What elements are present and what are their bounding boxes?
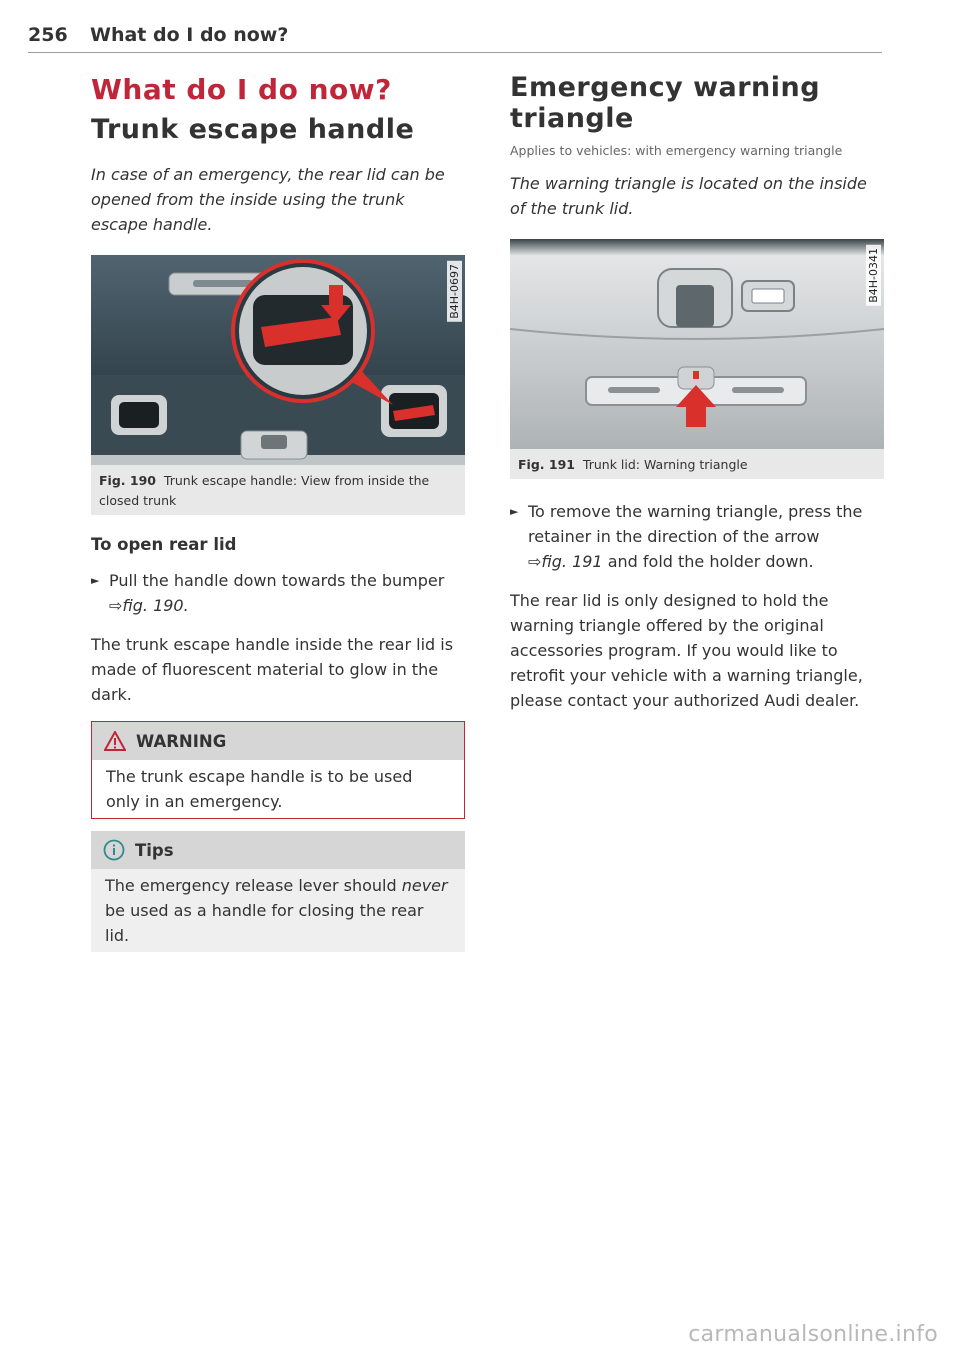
tips-body-end: be used as a handle for closing the rear lid. xyxy=(105,901,424,945)
right-column xyxy=(510,72,884,713)
section-title-warning-triangle: Emergency warning triangle xyxy=(510,72,821,134)
warning-triangle-holder-illustration xyxy=(510,239,884,449)
warning-box xyxy=(91,721,465,819)
tips-body-start: The emergency release lever should xyxy=(105,876,397,895)
applies-note: Applies to vehicles: with emergency warning triangle xyxy=(510,143,843,158)
figure-190-caption xyxy=(91,465,465,515)
triangle-bullet-icon: ► xyxy=(510,505,519,518)
intro-text: In case of an emergency, the rear lid can be opened from the inside using the trunk escape handle. xyxy=(91,165,445,234)
tips-header xyxy=(91,831,465,869)
figure-191-label: Fig. 191 xyxy=(518,457,575,472)
tips-title: Tips xyxy=(135,840,174,860)
instruction-bullet-triangle xyxy=(510,499,884,574)
figure-190-code: B4H-0697 xyxy=(447,261,462,322)
tips-box xyxy=(91,831,465,952)
trunk-escape-handle-illustration xyxy=(91,255,465,465)
instruction-bullet xyxy=(91,568,465,618)
figure-191-code: B4H-0341 xyxy=(866,245,881,306)
figure-191-link[interactable]: ⇨fig. 191 xyxy=(528,552,603,571)
warning-header xyxy=(92,722,464,760)
figure-190 xyxy=(91,255,465,515)
info-circle-icon xyxy=(103,839,125,861)
figure-191-caption xyxy=(510,449,884,479)
watermark: carmanualsonline.info xyxy=(688,1322,938,1347)
left-column xyxy=(91,72,465,952)
bullet-after-text: and fold the holder down. xyxy=(607,552,814,571)
subheading-open-rear-lid: To open rear lid xyxy=(91,535,237,554)
figure-190-link[interactable]: ⇨fig. 190. xyxy=(109,596,189,615)
warning-title: WARNING xyxy=(136,731,227,751)
chapter-title: What do I do now? xyxy=(91,73,392,106)
figure-191 xyxy=(510,239,884,479)
figure-190-caption-text: Trunk escape handle: View from inside the closed trunk xyxy=(99,473,430,508)
running-title: What do I do now? xyxy=(90,24,289,46)
figure-190-label: Fig. 190 xyxy=(99,473,156,488)
bullet-text: Pull the handle down towards the bumper xyxy=(109,571,445,590)
page-number: 256 xyxy=(28,24,68,46)
figure-191-caption-text: Trunk lid: Warning triangle xyxy=(582,457,748,472)
figure-190-image xyxy=(91,255,465,465)
paragraph-retrofit: The rear lid is only designed to hold the warning triangle offered by the original accessories program. If you would like to retrofit your vehicle with a warning triangle, please contact your authorized Audi dealer. xyxy=(510,591,863,710)
tips-body xyxy=(91,869,465,952)
tips-body-emphasis: never xyxy=(401,876,448,895)
section-title-trunk-escape: Trunk escape handle xyxy=(91,114,415,145)
paragraph-fluorescent: The trunk escape handle inside the rear lid is made of fluorescent material to glow in the dark. xyxy=(91,635,454,704)
bullet-text-triangle: To remove the warning triangle, press the retainer in the direction of the arrow xyxy=(528,502,863,546)
warning-triangle-icon xyxy=(104,731,126,751)
triangle-bullet-icon: ► xyxy=(91,574,100,587)
warning-body: The trunk escape handle is to be used only in an emergency. xyxy=(106,767,413,811)
figure-191-image xyxy=(510,239,884,449)
page-header xyxy=(28,24,882,53)
intro-text-triangle: The warning triangle is located on the inside of the trunk lid. xyxy=(510,174,867,218)
